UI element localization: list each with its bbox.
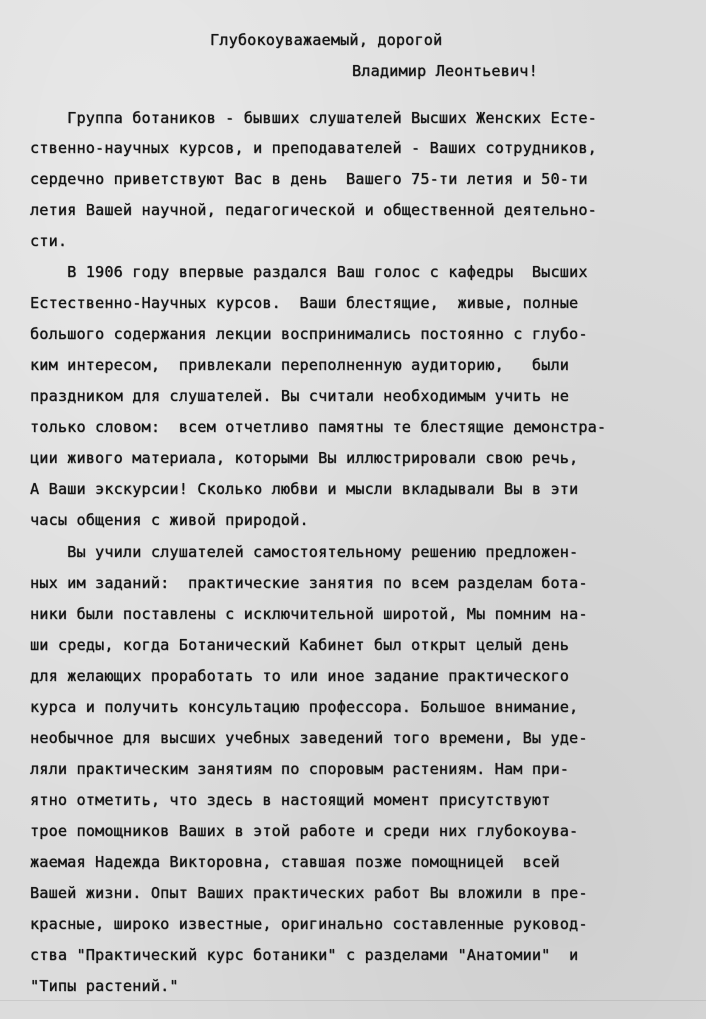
letter-line: необычное для высших учебных заведений того времени, Вы уде- [30,729,588,747]
letter-line: курса и получить консультацию профессора. Большое внимание, [30,698,579,716]
letter-line: летия Вашей научной, педагогической и общественной деятельно- [30,201,597,219]
letter-line: Вы учили слушателей самостоятельному решению предложен- [30,543,579,561]
letter-line: ники были поставлены с исключительной широтой, Мы помним на- [30,605,588,623]
letter-line: "Типы растений." [30,977,179,995]
letter-line: ятно отметить, что здесь в настоящий момент присутствуют [30,791,551,809]
letter-line: ственно-научных курсов, и преподавателей - Ваших сотрудников, [30,139,597,157]
letter-line: праздником для слушателей. Вы считали необходимым учить не [30,387,570,405]
letter-line: трое помощников Ваших в этой работе и среди них глубокоува- [30,822,579,840]
letter-line: красные, широко известные, оригинально составленные руковод- [30,915,588,933]
letter-line: В 1906 году впервые раздался Ваш голос с кафедры Высших [30,263,588,281]
letter-line: часы общения с живой природой. [30,511,309,529]
letter-line: ши среды, когда Ботанический Кабинет был открыт целый день [30,636,570,654]
salutation: Глубокоуважаемый, дорогой [210,31,443,49]
letter-line: ных им заданий: практические занятия по всем разделам бота- [30,574,588,592]
addressee: Владимир Леонтьевич! [352,62,538,80]
letter-line: большого содержания лекции воспринимались постоянно с глубо- [30,325,588,343]
letter-line: ким интересом, привлекали переполненную аудиторию, были [30,356,570,374]
letter-line: Естественно-Научных курсов. Ваши блестящие, живые, полные [30,294,579,312]
letter-line: для желающих проработать то или иное задание практического [30,667,570,685]
letter-line: ции живого материала, которыми Вы иллюстрировали свою речь, [30,449,579,467]
letter-line: только словом: всем отчетливо памятны те блестящие демонстра- [30,418,607,436]
letter-line: сти. [30,232,68,250]
letter-line: Группа ботаников - бывших слушателей Высших Женских Есте- [30,109,597,127]
letter-line: Вашей жизни. Опыт Ваших практических работ Вы вложили в пре- [30,884,588,902]
letter-line: жаемая Надежда Викторовна, ставшая позже помощницей всей [30,853,560,871]
letter-line: А Ваши экскурсии! Сколько любви и мысли вкладывали Вы в эти [30,480,579,498]
paper-edge [0,1000,706,1001]
letter-line: ляли практическим занятиям по споровым растениям. Нам при- [30,760,570,778]
letter-line: ства "Практический курс ботаники" с разделами "Анатомии" и [30,946,579,964]
letter-line: сердечно приветствуют Вас в день Вашего 75-ти летия и 50-ти [30,170,588,188]
